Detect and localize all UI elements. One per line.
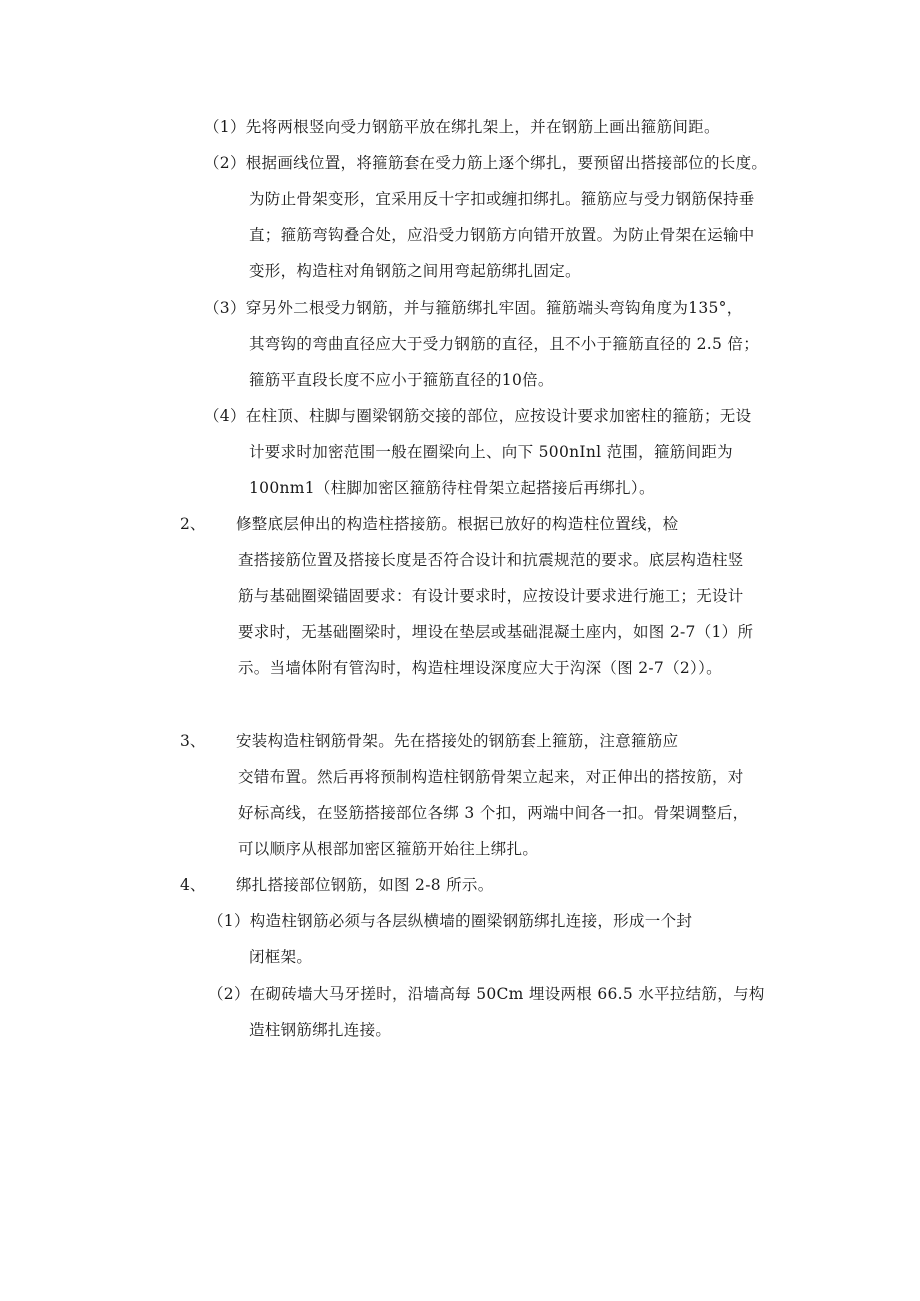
item-3-line-3: 好标高线，在竖筋搭接部位各绑 3 个扣，两端中间各一扣。骨架调整后，	[238, 804, 749, 822]
sub-item-2-line-3: 直；箍筋弯钩叠合处，应沿受力钢筋方向错开放置。为防止骨架在运输中	[249, 226, 755, 244]
item-2-line-3: 筋与基础圈梁锚固要求：有设计要求时，应按设计要求进行施工；无设计	[238, 587, 744, 605]
item-3-line-1: 安装构造柱钢筋骨架。先在搭接处的钢筋套上箍筋，注意箍筋应	[236, 732, 679, 750]
sub-item-2-line-2: 为防止骨架变形，宜采用反十字扣或缠扣绑扎。箍筋应与受力钢筋保持垂	[249, 190, 755, 208]
item-4-sub-1-line-2: 闭框架。	[249, 948, 313, 966]
item-4-number: 4、	[180, 876, 206, 894]
sub-item-4-line-1: （4）在柱顶、柱脚与圈梁钢筋交接的部位，应按设计要求加密柱的箍筋；无设	[204, 407, 752, 425]
sub-item-1-line-1: （1）先将两根竖向受力钢筋平放在绑扎架上，并在钢筋上画出箍筋间距。	[204, 118, 720, 136]
item-4-sub-1-line-1: （1）构造柱钢筋必须与各层纵横墙的圈梁钢筋绑扎连接，形成一个封	[208, 912, 693, 930]
item-4-sub-2-line-1: （2）在砌砖墙大马牙搓时，沿墙高每 50Cm 埋设两根 66.5 水平拉结筋，与构	[208, 985, 765, 1003]
item-4-sub-2-line-2: 造柱钢筋绑扎连接。	[249, 1021, 392, 1039]
item-2-line-2: 查搭接筋位置及搭接长度是否符合设计和抗震规范的要求。底层构造柱竖	[238, 551, 744, 569]
item-2-line-5: 示。当墙体附有管沟时，构造柱埋设深度应大于沟深（图 2-7（2））。	[238, 659, 722, 677]
sub-item-3-line-1: （3）穿另外二根受力钢筋，并与箍筋绑扎牢固。箍筋端头弯钩角度为135°，	[204, 299, 743, 317]
item-3-line-2: 交错布置。然后再将预制构造柱钢筋骨架立起来，对正伸出的搭按筋，对	[238, 768, 744, 786]
item-2-number: 2、	[180, 515, 206, 533]
sub-item-3-line-2: 其弯钩的弯曲直径应大于受力钢筋的直径，且不小于箍筋直径的 2.5 倍；	[249, 335, 760, 353]
item-3-line-4: 可以顺序从根部加密区箍筋开始往上绑扎。	[238, 840, 539, 858]
item-3-number: 3、	[180, 732, 206, 750]
sub-item-4-line-3: 100nm1（柱脚加密区箍筋待柱骨架立起搭接后再绑扎）。	[249, 479, 655, 497]
item-2-line-1: 修整底层伸出的构造柱搭接筋。根据已放好的构造柱位置线，检	[236, 515, 679, 533]
sub-item-3-line-3: 箍筋平直段长度不应小于箍筋直径的10倍。	[249, 371, 554, 389]
item-2-line-4: 要求时，无基础圈梁时，埋设在垫层或基础混凝土座内，如图 2-7（1）所	[238, 623, 754, 641]
sub-item-2-line-1: （2）根据画线位置，将箍筋套在受力筋上逐个绑扎，要预留出搭接部位的长度。	[204, 154, 768, 172]
sub-item-2-line-4: 变形，构造柱对角钢筋之间用弯起筋绑扎固定。	[249, 262, 581, 280]
item-4-line-1: 绑扎搭接部位钢筋，如图 2-8 所示。	[236, 876, 494, 894]
sub-item-4-line-2: 计要求时加密范围一般在圈梁向上、向下 500nInl 范围，箍筋间距为	[249, 443, 733, 461]
